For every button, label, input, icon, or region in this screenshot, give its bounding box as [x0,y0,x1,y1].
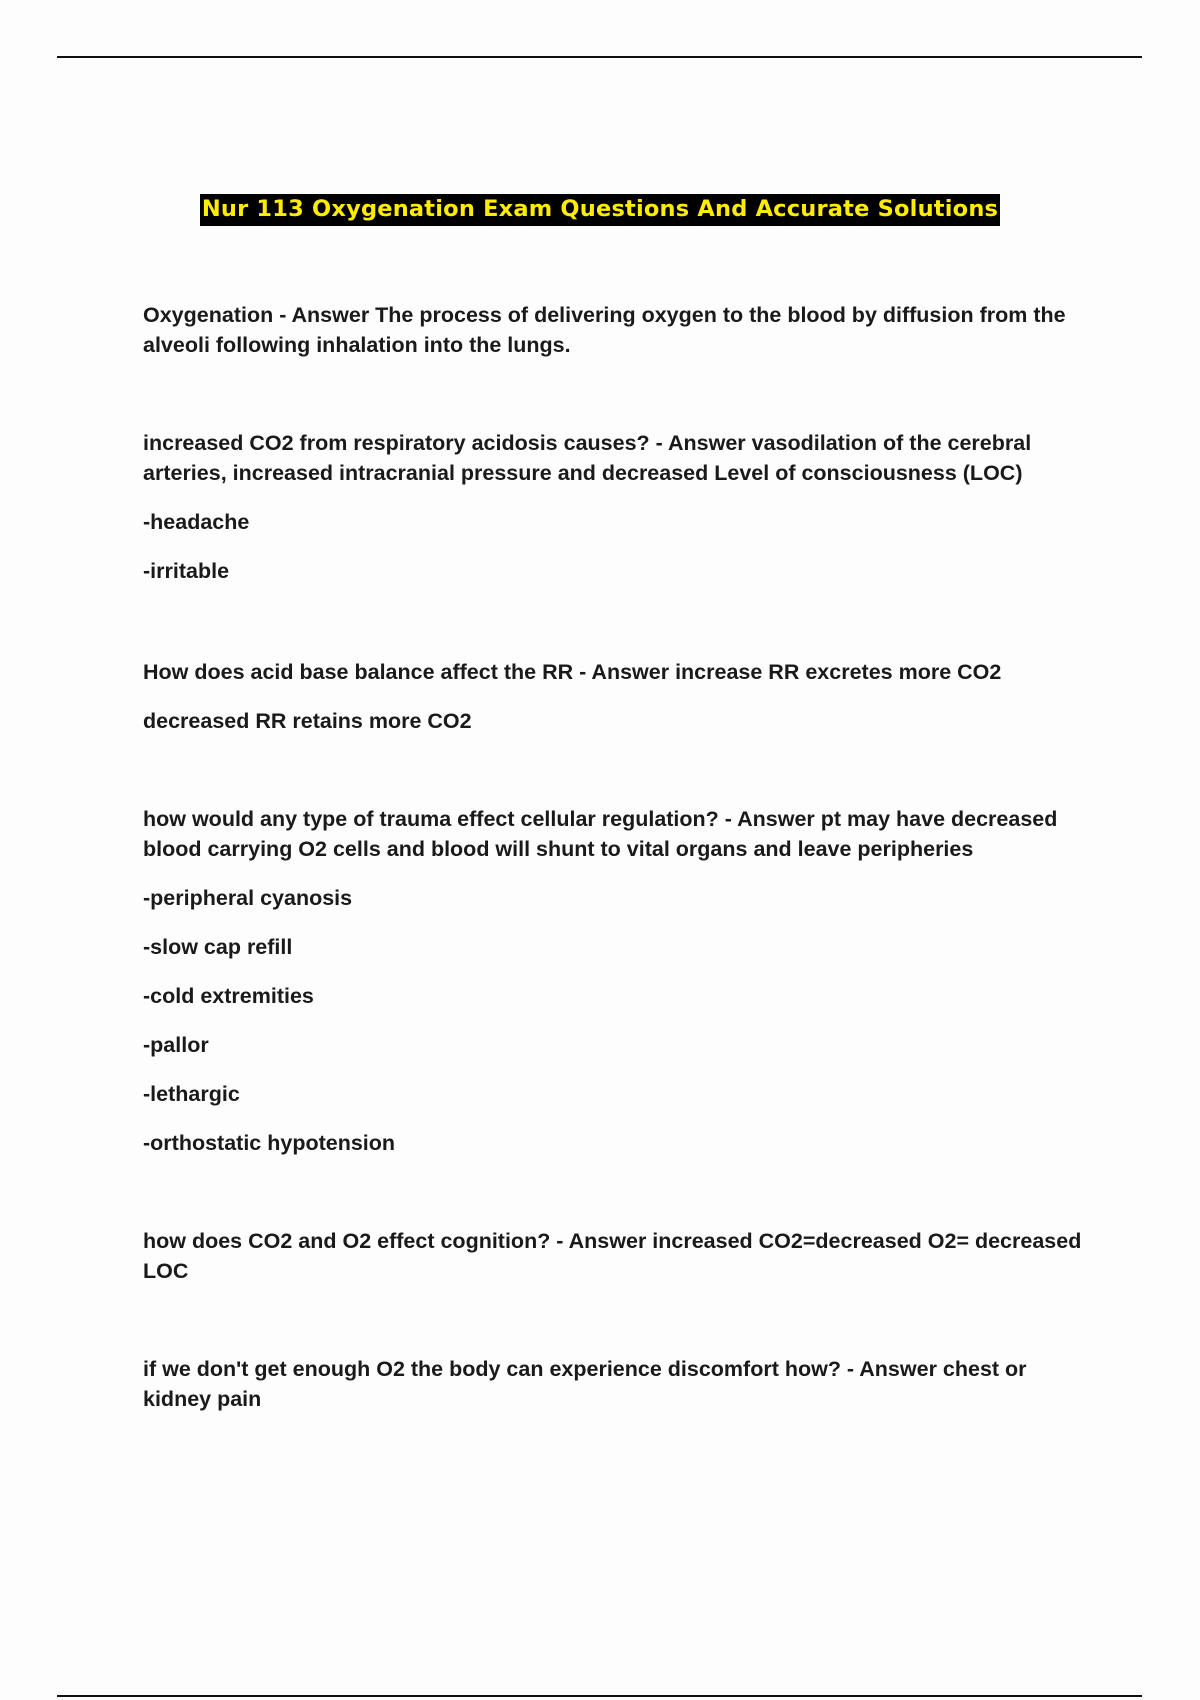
list-item: -pallor [143,1033,209,1057]
qa-entry [143,1226,1083,1286]
document-body [143,300,1083,1414]
footer-rule [57,1695,1142,1697]
list-item: -orthostatic hypotension [143,1131,396,1155]
header-rule [57,56,1142,58]
list-item: -headache [143,510,250,534]
qa-text: increased CO2 from respiratory acidosis causes? - Answer vasodilation of the cerebral arteries, increased intracranial pressure and decreased Level of consciousness (LOC) [143,431,1032,485]
qa-text: how does CO2 and O2 effect cognition? - Answer increased CO2=decreased O2= decreased LOC [143,1229,1082,1283]
list-item: -slow cap refill [143,935,293,959]
list-item: -cold extremities [143,984,314,1008]
qa-entry [143,804,1083,1158]
document-title: Nur 113 Oxygenation Exam Questions And Accurate Solutions [200,194,1000,226]
list-item: -lethargic [143,1082,240,1106]
list-item: decreased RR retains more CO2 [143,709,472,733]
qa-entry [143,657,1083,736]
qa-entry [143,1354,1083,1414]
list-item: -peripheral cyanosis [143,886,353,910]
qa-entry [143,428,1083,586]
qa-text: how would any type of trauma effect cellular regulation? - Answer pt may have decreased blood carrying O2 cells and blood will shunt to vital organs and leave peripheries [143,807,1058,861]
qa-entry [143,300,1083,360]
qa-text: if we don't get enough O2 the body can experience discomfort how? - Answer chest or kidney pain [143,1357,1027,1411]
qa-text: How does acid base balance affect the RR - Answer increase RR excretes more CO2 [143,660,1002,684]
list-item: -irritable [143,559,230,583]
title-container [0,194,1200,226]
qa-text: Oxygenation - Answer The process of delivering oxygen to the blood by diffusion from the alveoli following inhalation into the lungs. [143,303,1066,357]
